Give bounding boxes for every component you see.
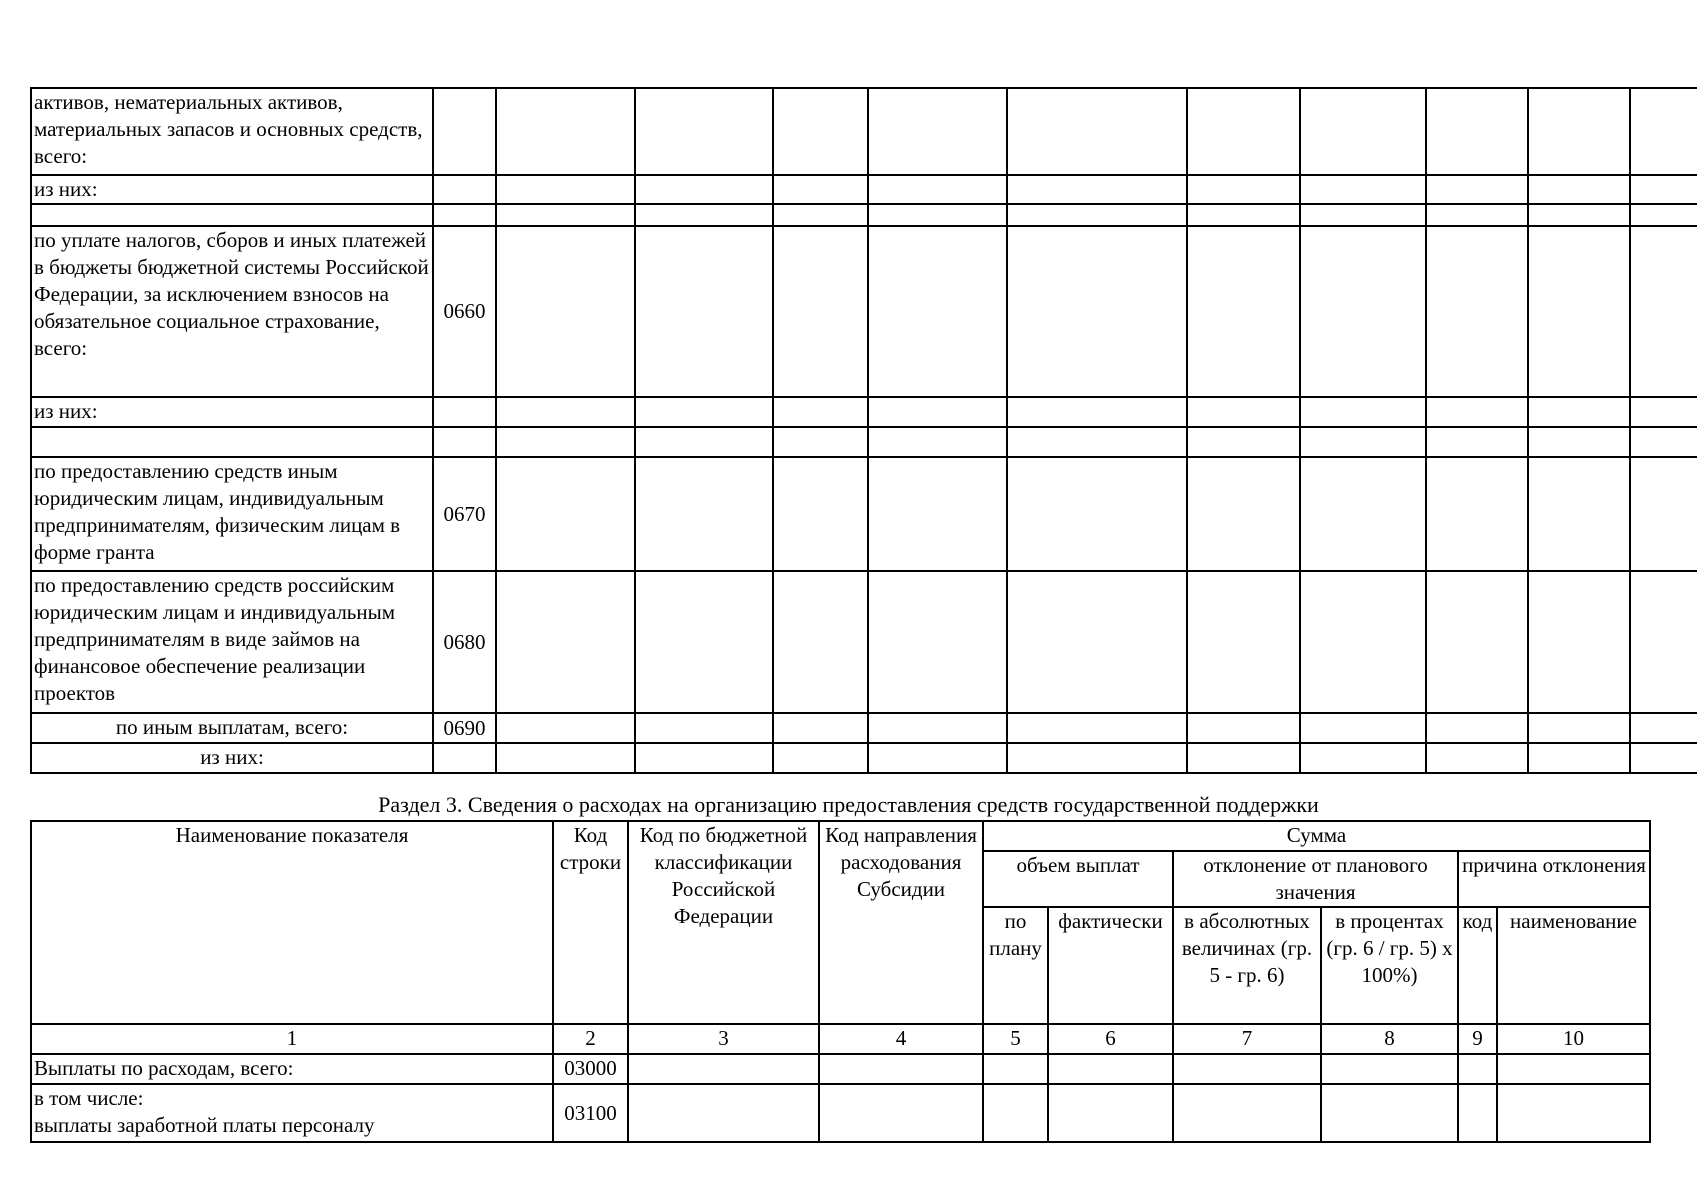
header-percent: в процентах (гр. 6 / гр. 5) x 100%) xyxy=(1321,907,1458,1024)
header-payment-volume: объем выплат xyxy=(983,851,1173,907)
row-name: Выплаты по расходам, всего: xyxy=(31,1054,553,1084)
table-row xyxy=(31,743,1697,773)
column-number: 5 xyxy=(983,1024,1048,1054)
row-name: активов, нематериальных активов, материальных запасов и основных средств, всего: xyxy=(31,88,433,175)
table-row xyxy=(31,713,1697,743)
row-name: в том числе: выплаты заработной платы персоналу xyxy=(31,1084,553,1142)
row-code: 0670 xyxy=(433,457,496,571)
row-code xyxy=(433,88,496,175)
table-row xyxy=(31,571,1697,713)
row-code xyxy=(433,204,496,226)
row-code xyxy=(433,397,496,427)
header-deviation: отклонение от планового значения xyxy=(1173,851,1458,907)
row-code: 03000 xyxy=(553,1054,628,1084)
table-row xyxy=(31,427,1697,457)
table-row xyxy=(31,397,1697,427)
column-number: 8 xyxy=(1321,1024,1458,1054)
table-row xyxy=(31,226,1697,397)
row-name: по иным выплатам, всего: xyxy=(31,713,433,743)
row-code: 0690 xyxy=(433,713,496,743)
section3-table xyxy=(30,820,1651,1143)
column-number: 3 xyxy=(628,1024,819,1054)
row-code: 03100 xyxy=(553,1084,628,1142)
section-title: Раздел 3. Сведения о расходах на организацию предоставления средств государственной поддержки xyxy=(378,792,1319,817)
column-number: 7 xyxy=(1173,1024,1321,1054)
payments-table xyxy=(30,87,1697,774)
row-code: 0680 xyxy=(433,571,496,713)
table-row xyxy=(31,88,1697,175)
column-number: 1 xyxy=(31,1024,553,1054)
table-row xyxy=(31,204,1697,226)
header-absolute: в абсолютных величинах (гр. 5 - гр. 6) xyxy=(1173,907,1321,1024)
row-name: из них: xyxy=(31,743,433,773)
row-name xyxy=(31,427,433,457)
row-code xyxy=(433,427,496,457)
header-actual: фактически xyxy=(1048,907,1173,1024)
row-name: по предоставлению средств российским юридическим лицам и индивидуальным предпринимателям в виде займов на финансовое обеспечение реализации проектов xyxy=(31,571,433,713)
header-row xyxy=(31,821,1650,851)
header-name: Наименование показателя xyxy=(31,821,553,1024)
table-row xyxy=(31,1084,1650,1142)
row-code xyxy=(433,175,496,204)
header-plan: по плану xyxy=(983,907,1048,1024)
row-name: по предоставлению средств иным юридическим лицам, индивидуальным предпринимателям, физическим лицам в форме гранта xyxy=(31,457,433,571)
row-name: по уплате налогов, сборов и иных платежей в бюджеты бюджетной системы Российской Федерации, за исключением взносов на обязательное социальное страхование, всего: xyxy=(31,226,433,397)
header-row-code: Код строки xyxy=(553,821,628,1024)
column-number: 6 xyxy=(1048,1024,1173,1054)
column-number: 4 xyxy=(819,1024,983,1054)
header-reason-name: наименование xyxy=(1497,907,1650,1024)
row-code: 0660 xyxy=(433,226,496,397)
row-code xyxy=(433,743,496,773)
column-number-row xyxy=(31,1024,1650,1054)
row-name: из них: xyxy=(31,397,433,427)
column-number: 9 xyxy=(1458,1024,1497,1054)
column-number: 2 xyxy=(553,1024,628,1054)
table-row xyxy=(31,175,1697,204)
header-code: код xyxy=(1458,907,1497,1024)
header-direction-code: Код направления расходования Субсидии xyxy=(819,821,983,1024)
row-name xyxy=(31,204,433,226)
table-row xyxy=(31,457,1697,571)
column-number: 10 xyxy=(1497,1024,1650,1054)
header-reason: причина отклонения xyxy=(1458,851,1650,907)
table-row xyxy=(31,1054,1650,1084)
row-name: из них: xyxy=(31,175,433,204)
header-sum: Сумма xyxy=(983,821,1650,851)
header-budget-code: Код по бюджетной классификации Российской Федерации xyxy=(628,821,819,1024)
